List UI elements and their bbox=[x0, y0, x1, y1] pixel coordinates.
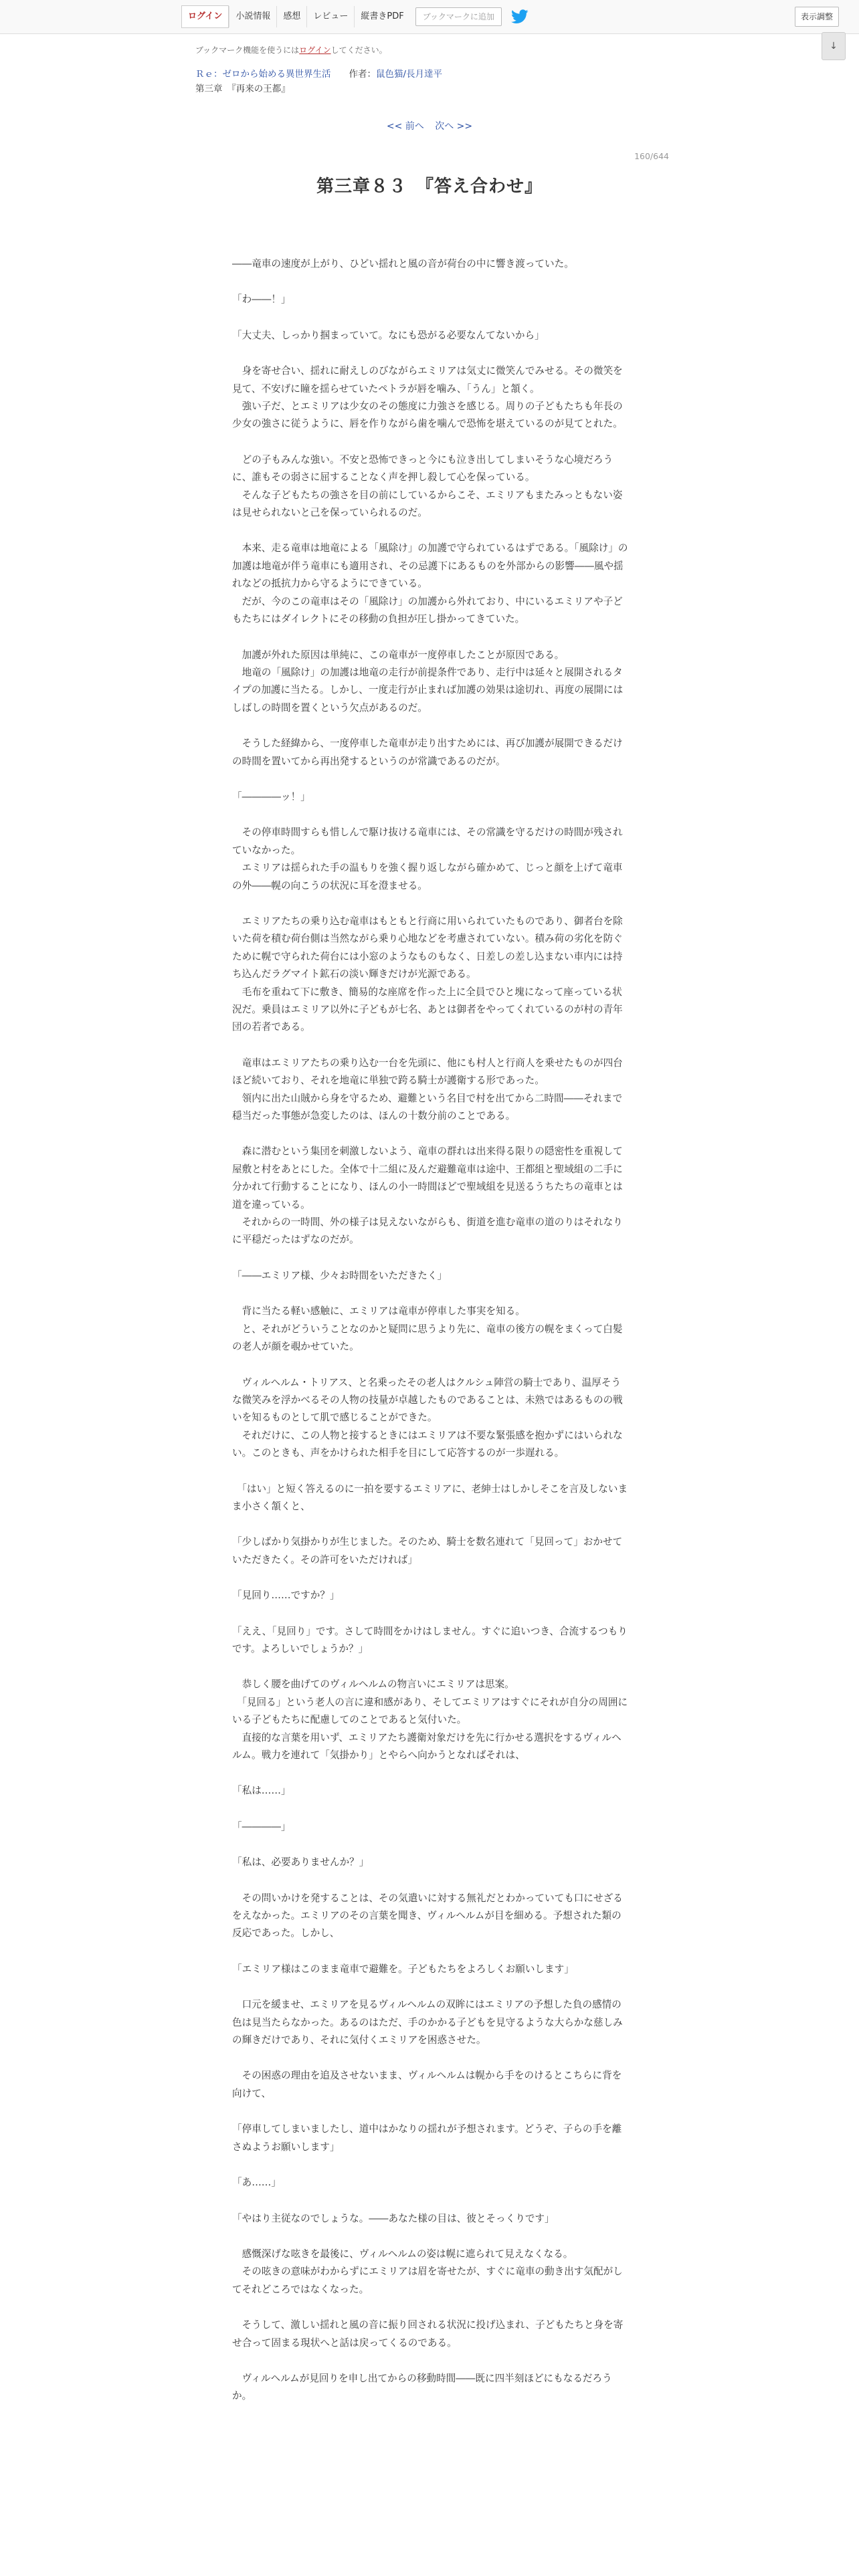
body-paragraph: 本来、走る竜車は地竜による「風除け」の加護で守られているはずである。「風除け」の加護は地竜が伴う竜車にも適用され、その忌護下にあるものを外部からの影響――風や揺れなどの抵抗力から守るようにできている。 だが、今のこの竜車はその「風除け」の加護から外れており、中にいるエミリアや子どもたちにはダイレクトにその移動の負担が圧し掛かってきていた。 bbox=[232, 542, 628, 625]
nav-login[interactable]: ログイン bbox=[181, 5, 229, 28]
body-paragraph: ヴィルヘルム・トリアス、と名乗ったその老人はクルシュ陣営の騎士であり、温厚そうな微笑みを浮かべるその人物の技量が卓越したものであることは、未熟ではあるものの戦いを知るものとして肌で感じることができた。 それだけに、この人物と接するときにはエミリアは不要な緊張感を抱かずにはいられない。このときも、声をかけられた相手を目にして応答するのが一歩遅れる。 bbox=[232, 1376, 623, 1459]
page-number: 160/644 bbox=[634, 151, 669, 161]
body-paragraph: 「わ――！」 bbox=[232, 294, 291, 306]
nav-vertical-pdf[interactable]: 縦書きPDF bbox=[354, 6, 409, 27]
login-link[interactable]: ログイン bbox=[299, 45, 331, 55]
episode-title: 第三章８３ 『答え合わせ』 bbox=[316, 177, 543, 197]
body-paragraph: 身を寄せ合い、揺れに耐えしのびながらエミリアは気丈に微笑んでみせる。その微笑を見て、不安げに瞳を揺らせていたペトラが唇を噛み、「うん」と頷く。 強い子だ、とエミリアは少女のその態度に力強さを感じる。周りの子どもたちも年長の少女の強さに従うように、唇を作りながら歯を噛んで恐怖を堪えているのが見てとれた。 bbox=[232, 365, 623, 430]
body-paragraph: 「見回り……ですか？」 bbox=[232, 1590, 340, 1602]
chapter-name: 第三章 『再来の王都』 bbox=[195, 84, 290, 94]
body-paragraph: 「少しばかり気掛かりが生じました。そのため、騎士を数名連れて「見回って」おかせていただきたく。その許可をいただければ」 bbox=[232, 1536, 623, 1566]
body-paragraph: 「あ……」 bbox=[232, 2177, 281, 2189]
body-paragraph: 恭しく腰を曲げてのヴィルヘルムの物言いにエミリアは思案。 「見回る」という老人の言に違和感があり、そしてエミリアはすぐにそれが自分の周囲にいる子どもたちに配慮してのことであると気付いた。 直接的な言葉を用いず、エミリアたち護衛対象だけを先に行かせる選択をするヴィルヘルム。戦力を連れて「気掛かり」とやらへ向かうとなればそれは、 bbox=[232, 1679, 628, 1761]
body-paragraph: 加護が外れた原因は単純に、この竜車が一度停車したことが原因である。 地竜の「風除け」の加護は地竜の走行が前提条件であり、走行中は延々と展開されるタイプの加護に当たる。しかし、一度走行が止まれば加護の効果は途切れ、再度の展開にはしばしの時間を置くという欠点があるのだ。 bbox=[232, 649, 624, 714]
body-paragraph: 「――――ッ！」 bbox=[232, 790, 310, 802]
body-paragraph: そうした経緯から、一度停車した竜車が走り出すためには、再び加護が展開できるだけの時間を置いてから再出発するというのが常識であるのだが。 bbox=[232, 738, 623, 767]
nav-novel-info[interactable]: 小説情報 bbox=[229, 6, 276, 27]
body-paragraph: 森に潜むという集団を刺激しないよう、竜車の群れは出来得る限りの隠密性を重視して屋敷と村をあとにした。全体で十二組に及んだ避難竜車は途中、王都組と聖域組の二手に分かれて行動することになり、ほんの小一時間ほどで聖域組を見送るうちたちの竜車とは道を違っている。 それからの一時間、外の様子は見えないながらも、街道を進む竜車の道のりはそれなりに平穏だったはずなのだが。 bbox=[232, 1146, 623, 1246]
author-label: 作者： bbox=[349, 69, 376, 80]
body-paragraph: 竜車はエミリアたちの乗り込む一台を先頭に、他にも村人と行商人を乗せたものが四台ほど続いており、それを地竜に単独で跨る騎士が護衛する形であった。 領内に出た山賊から身を守るため、避難という名目で村を出てから二時間――それまで穏当だった事態が急変したのは、ほんの十数分前のことである。 bbox=[232, 1057, 623, 1122]
prev-link[interactable]: << 前へ bbox=[386, 121, 424, 132]
body-paragraph: 「やはり主従なのでしょうな。――あなた様の目は、彼とそっくりです」 bbox=[232, 2212, 555, 2224]
scroll-down-icon[interactable]: ↓ bbox=[822, 32, 846, 60]
body-paragraph: 「エミリア様はこのまま竜車で避難を。子どもたちをよろしくお願いします」 bbox=[232, 1963, 574, 1975]
body-paragraph: ヴィルヘルムが見回りを申し出てからの移動時間――既に四半刻ほどにもなるだろうか。 bbox=[232, 2372, 612, 2402]
body-paragraph: エミリアたちの乗り込む竜車はもともと行商に用いられていたものであり、御者台を除いた荷を積む荷台側は当然ながら乗り心地などを考慮されていない。積み荷の劣化を防ぐために幌で守られた荷台には小窓のようなものもなく、日差しの差し込まない車内には持ち込んだラグマイト鉱石の淡い輝きだけが光源である。 毛布を重ねて下に敷き、簡易的な座席を作った上に全員でひと塊になって座っている状況だ。乗員はエミリア以外に子どもが七名、あとは御者をやってくれているのが村の青年団の若者である。 bbox=[232, 915, 623, 1033]
twitter-icon[interactable] bbox=[511, 9, 529, 24]
body-paragraph: ――竜車の速度が上がり、ひどい揺れと風の音が荷台の中に響き渡っていた。 bbox=[232, 258, 574, 270]
body-paragraph: 「停車してしまいましたし、道中はかなりの揺れが予想されます。どうぞ、子らの手を離さぬようお願いします」 bbox=[232, 2123, 622, 2153]
body-paragraph: 「大丈夫、しっかり掴まっていて。なにも恐がる必要なんてないから」 bbox=[232, 329, 545, 341]
body-paragraph: 感慨深げな呟きを最後に、ヴィルヘルムの姿は幌に遮られて見えなくなる。 その呟きの意味がわからずにエミリアは眉を寄せたが、すぐに竜車の動き出す気配がしてそれどころではなくなった。 bbox=[232, 2248, 623, 2295]
series-title-link[interactable]: Ｒｅ：ゼロから始める異世界生活 bbox=[195, 69, 331, 80]
add-bookmark-button[interactable]: ブックマークに追加 bbox=[415, 7, 502, 26]
series-info bbox=[195, 66, 442, 80]
body-paragraph: どの子もみんな強い。不安と恐怖できっと今にも泣き出してしまいそうな心境だろうに、誰もその弱さに屈することなく声を押し殺して心を保っている。 そんな子どもたちの強さを目の前にしているからこそ、エミリアもまたみっともない姿は見せられないと己を保っていられるのだ。 bbox=[232, 453, 623, 519]
login-notice: ブックマーク機能を使うにはログインしてください。 bbox=[195, 45, 387, 55]
body-paragraph: 「私は、必要ありませんか？」 bbox=[232, 1856, 369, 1868]
body-paragraph: 「――エミリア様、少々お時間をいただきたく」 bbox=[232, 1269, 448, 1281]
next-link[interactable]: 次へ >> bbox=[435, 121, 473, 132]
top-nav-bar bbox=[0, 0, 859, 34]
body-paragraph: その問いかけを発することは、その気遣いに対する無礼だとわかっていても口にせざるをえなかった。エミリアのその言葉を聞き、ヴィルヘルムが目を細める。予想された類の反応であった。しかし、 bbox=[232, 1892, 623, 1939]
body-paragraph: 「ええ、「見回り」です。さして時間をかけはしません。すぐに追いつき、合流するつもりです。よろしいでしょうか？」 bbox=[232, 1625, 628, 1654]
body-paragraph: そうして、激しい揺れと風の音に振り回される状況に投げ込まれ、子どもたちと身を寄せ合って固まる現状へと話は戻ってくるのである。 bbox=[232, 2319, 624, 2349]
pager bbox=[195, 119, 664, 132]
novel-body bbox=[232, 255, 630, 2424]
body-paragraph: 「私は……」 bbox=[232, 1785, 291, 1797]
body-paragraph: 口元を緩ませ、エミリアを見るヴィルヘルムの双眸にはエミリアの予想した負の感情の色は見当たらなかった。あるのはただ、手のかかる子どもを見守るような大らかな慈しみの輝きだけであり、それに気付くエミリアを困惑させた。 bbox=[232, 1999, 623, 2046]
body-paragraph: 「はい」と短く答えるのに一拍を要するエミリアに、老紳士はしかしそこを言及しないまま小さく頷くと、 bbox=[232, 1483, 628, 1512]
body-paragraph: 背に当たる軽い感触に、エミリアは竜車が停車した事実を知る。 と、それがどういうことなのかと疑問に思うより先に、竜車の後方の幌をまくって白髪の老人が顔を覗かせていた。 bbox=[232, 1305, 623, 1353]
display-settings-button[interactable]: 表示調整 bbox=[795, 7, 839, 27]
main-nav bbox=[181, 6, 529, 27]
nav-review[interactable]: レビュー bbox=[306, 6, 354, 27]
body-paragraph: その困惑の理由を追及させないまま、ヴィルヘルムは幌から手をのけるとこちらに背を向けて、 bbox=[232, 2070, 622, 2099]
body-paragraph: 「――――」 bbox=[232, 1820, 291, 1832]
nav-impressions[interactable]: 感想 bbox=[276, 6, 306, 27]
body-paragraph: その停車時間すらも惜しんで駆け抜ける竜車には、その常識を守るだけの時間が残されていなかった。 エミリアは揺られた手の温もりを強く握り返しながら確かめて、じっと顔を上げて竜車の外――幌の向こうの状況に耳を澄ませる。 bbox=[232, 827, 623, 891]
author-link[interactable]: 鼠色猫/長月達平 bbox=[376, 69, 443, 80]
